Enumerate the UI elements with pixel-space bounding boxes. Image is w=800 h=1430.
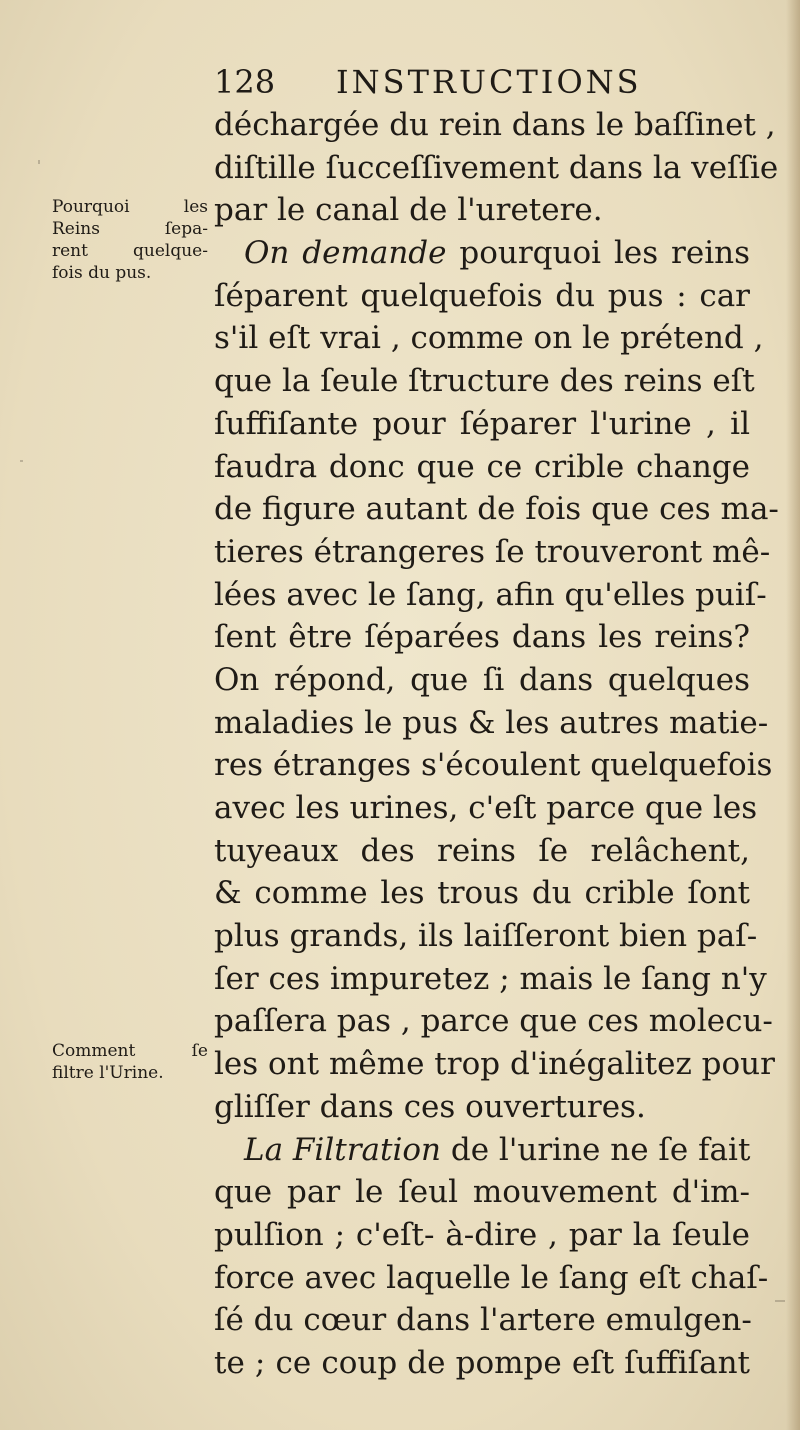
text-line: par le canal de l'uretere. <box>214 192 603 229</box>
margin-note-reins-pus <box>52 196 208 284</box>
page-number: 128 <box>214 63 276 101</box>
text-line: plus grands, ils laiſſeront bien paſ- <box>214 918 758 955</box>
text-line: paſſera pas , parce que ces molecu- <box>214 1003 773 1040</box>
text-line: lées avec le ſang, afin qu'elles puiſ- <box>214 576 767 613</box>
text-line-rest: pourquoi les reins <box>446 235 750 272</box>
body-text <box>214 104 779 1385</box>
text-line: te ; ce coup de pompe eſt ſuffiſant <box>214 1344 750 1381</box>
margin-note-line: fois du pus. <box>52 263 152 283</box>
paper-speck <box>20 460 23 462</box>
text-line: gliſſer dans ces ouvertures. <box>214 1088 646 1125</box>
text-line-filtration <box>214 1129 750 1172</box>
text-line: que la ſeule ſtructure des reins eſt <box>214 363 755 400</box>
margin-note-line: Comment ſe <box>52 1041 208 1061</box>
running-title: INSTRUCTIONS <box>336 63 642 101</box>
text-line: ſer ces impuretez ; mais le ſang n'y <box>214 960 767 997</box>
text-line: de figure autant de fois que ces ma- <box>214 491 779 528</box>
text-line: force avec laquelle le ſang eſt chaſ- <box>214 1259 769 1296</box>
text-line: faudra donc que ce crible change <box>214 448 750 485</box>
text-line: pulſion ; c'eſt- à-dire , par la ſeule <box>214 1216 750 1253</box>
paper-speck <box>775 1300 785 1302</box>
text-line: & comme les trous du crible ſont <box>214 875 750 912</box>
text-line: déchargée du rein dans le baſſinet , <box>214 107 776 143</box>
text-line: ſéparent quelquefois du pus : car <box>214 277 750 314</box>
paper-speck <box>38 160 40 164</box>
text-line: avec les urines, c'eſt parce que les <box>214 790 758 826</box>
text-line: s'il eſt vrai , comme on le prétend , <box>214 320 764 357</box>
margin-note-filtration <box>52 1040 208 1084</box>
text-line-question <box>214 232 750 275</box>
margin-note-line: rent quelque- <box>52 241 208 261</box>
page-edge-shadow <box>786 0 800 1430</box>
text-line: res étranges s'écoulent quelquefois <box>214 747 773 784</box>
text-line: ſent être ſéparées dans les reins? <box>214 619 750 656</box>
text-line: maladies le pus & les autres matie- <box>214 704 769 741</box>
margin-note-line: filtre l'Urine. <box>52 1063 164 1083</box>
page-header <box>214 62 744 102</box>
text-line: ſuffiſante pour ſéparer l'urine , il <box>214 405 750 442</box>
text-line: les ont même trop d'inégalitez pour <box>214 1046 775 1083</box>
text-line: que par le ſeul mouvement d'im- <box>214 1174 750 1211</box>
text-line: ſé du cœur dans l'artere emulgen- <box>214 1302 752 1339</box>
emphasis-on-demande: On demande <box>244 235 447 272</box>
text-line: tuyeaux des reins ſe relâchent, <box>214 832 750 869</box>
text-line: tieres étrangeres ſe trouveront mê- <box>214 533 771 570</box>
text-line-rest: de l'urine ne ſe fait <box>441 1131 751 1168</box>
text-line: On répond, que ſi dans quelques <box>214 661 750 698</box>
margin-note-line: Reins ſepa- <box>52 219 208 239</box>
text-line: diſtille ſucceſſivement dans la veſſie <box>214 149 779 186</box>
margin-note-line: Pourquoi les <box>52 197 208 217</box>
emphasis-la-filtration: La Filtration <box>244 1131 442 1168</box>
